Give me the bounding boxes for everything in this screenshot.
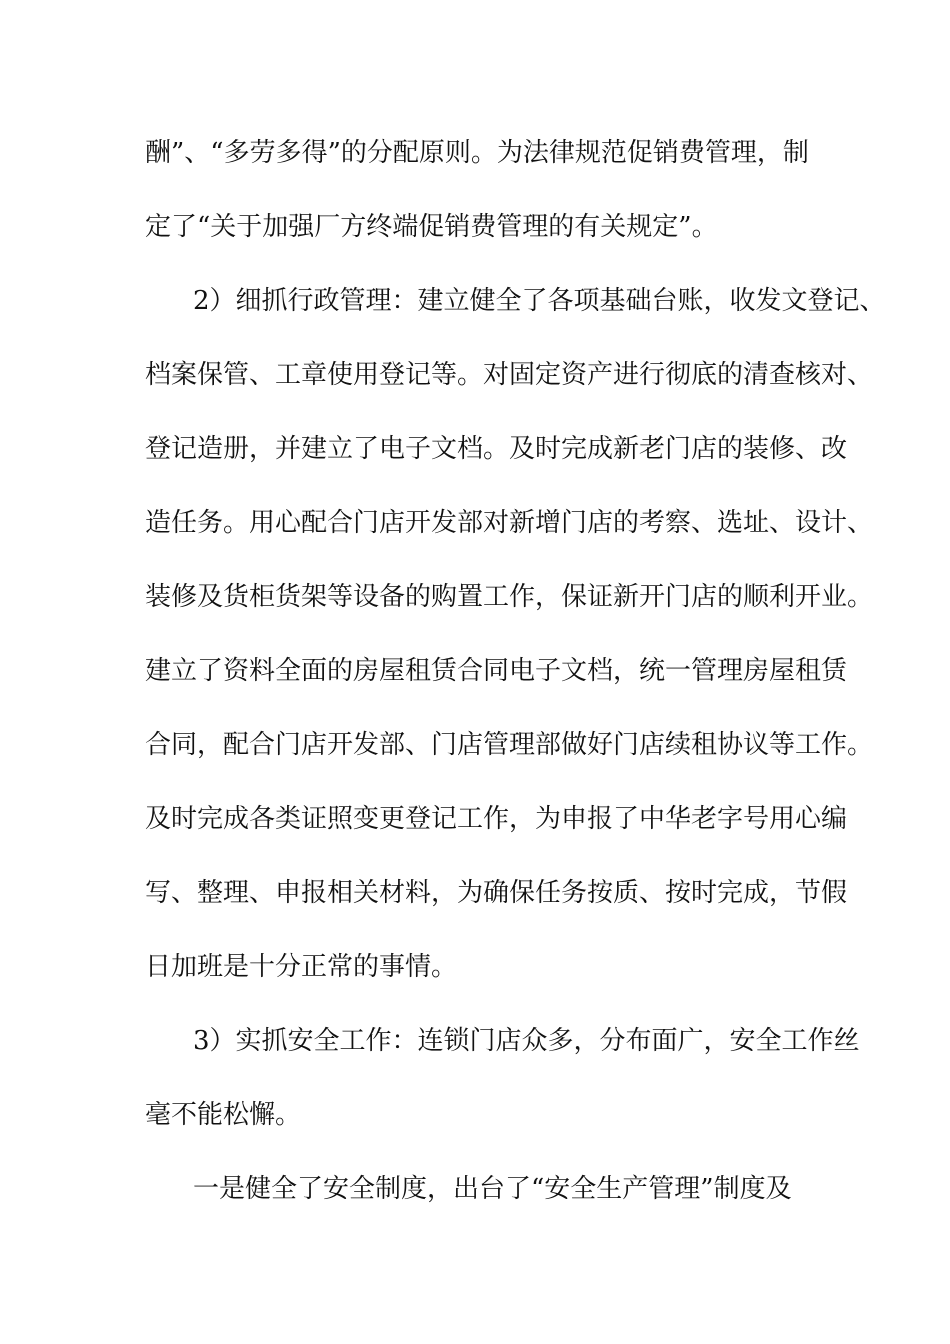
text-line-7: 装修及货柜货架等设备的购置工作，保证新开门店的顺利开业。 bbox=[145, 582, 874, 612]
text-line-3: 2）细抓行政管理：建立健全了各项基础台账，收发文登记、 bbox=[193, 286, 886, 316]
text-line-5: 登记造册，并建立了电子文档。及时完成新老门店的装修、改 bbox=[145, 434, 848, 464]
text-line-8: 建立了资料全面的房屋租赁合同电子文档，统一管理房屋租赁 bbox=[145, 656, 848, 686]
text-line-9: 合同，配合门店开发部、门店管理部做好门店续租协议等工作。 bbox=[145, 730, 874, 760]
text-line-12: 日加班是十分正常的事情。 bbox=[145, 952, 458, 982]
text-line-15: 一是健全了安全制度，出台了“安全生产管理”制度及 bbox=[193, 1174, 792, 1204]
text-line-11: 写、整理、申报相关材料，为确保任务按质、按时完成，节假 bbox=[145, 878, 848, 908]
text-line-14: 毫不能松懈。 bbox=[145, 1100, 302, 1130]
text-line-1: 酬”、“多劳多得”的分配原则。为法律规范促销费管理，制 bbox=[145, 138, 809, 168]
text-line-13: 3）实抓安全工作：连锁门店众多，分布面广，安全工作丝 bbox=[193, 1026, 860, 1056]
text-line-2: 定了“关于加强厂方终端促销费管理的有关规定”。 bbox=[145, 212, 718, 242]
text-line-10: 及时完成各类证照变更登记工作，为申报了中华老字号用心编 bbox=[145, 804, 848, 834]
text-line-4: 档案保管、工章使用登记等。对固定资产进行彻底的清查核对、 bbox=[145, 360, 874, 390]
text-line-6: 造任务。用心配合门店开发部对新增门店的考察、选址、设计、 bbox=[145, 508, 874, 538]
